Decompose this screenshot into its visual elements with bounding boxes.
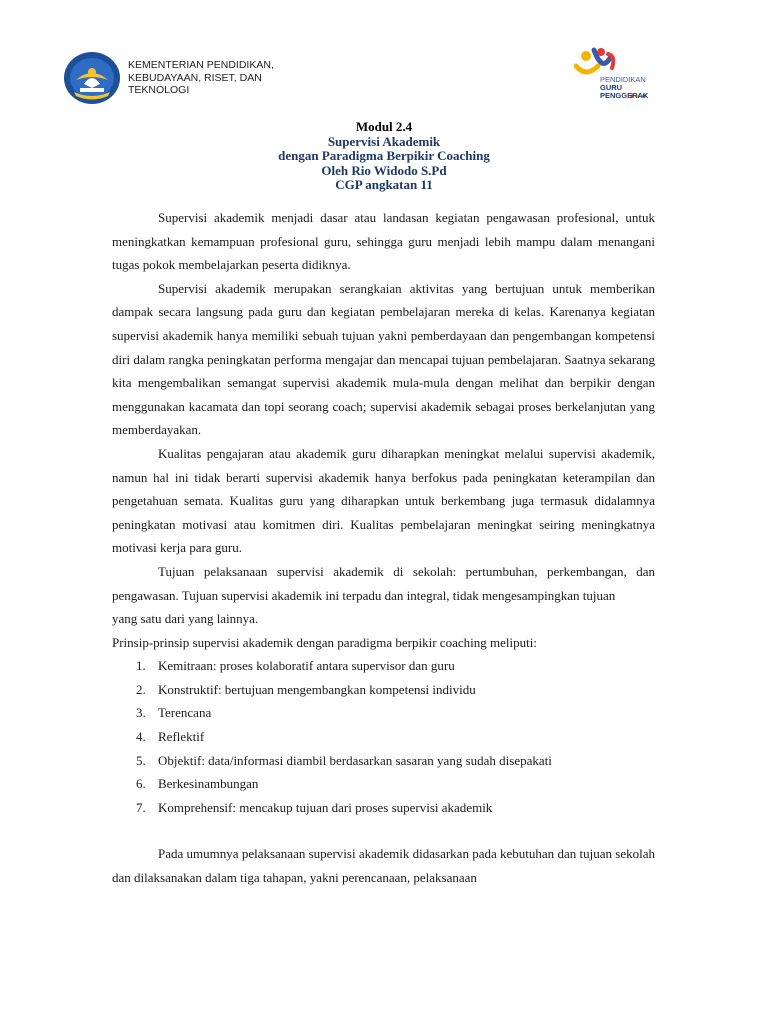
list-item [112, 796, 655, 820]
list-text: Berkesinambungan [158, 776, 259, 792]
paragraph: Supervisi akademik merupakan serangkaian aktivitas yang bertujuan untuk memberikan dampak secara langsung pada guru dan kegiatan pembelajaran mereka di kelas. Karenanya kegiatan supervisi akademik hanya memiliki sebuah tujuan yakni pemberdayaan dan pengembangan kompetensi diri dalam rangka peningkatan performa mengajar dan mencapai tujuan pembelajaran. Saatnya sekarang kita mengembalikan semangat supervisi akademik mula-mula dengan melihat dan berpikir dengan menggunakan kacamata dan topi seorang coach; supervisi akademik sebagai proses berkelanjutan yang memberdayakan. [112, 280, 655, 438]
list-item [112, 678, 655, 702]
list-number: 6. [136, 776, 146, 792]
list-text: Objektif: data/informasi diambil berdasarkan sasaran yang sudah disepakati [158, 752, 552, 768]
list-item [112, 654, 655, 678]
logo-text-line: GURU [600, 83, 623, 92]
ministry-header [62, 50, 278, 106]
list-text: Konstruktif: bertujuan mengembangkan kompetensi individu [158, 681, 476, 697]
list-text: Reflektif [158, 729, 205, 745]
list-item [112, 725, 655, 749]
list-text: Kemitraan: proses kolaboratif antara supervisor dan guru [158, 658, 455, 674]
paragraph: Pada umumnya pelaksanaan supervisi akademik didasarkan pada kebutuhan dan tujuan sekolah dan dilaksanakan dalam tiga tahapan, yakni perencanaan, pelaksanaan [112, 846, 655, 886]
ministry-line: TEKNOLOGI [128, 84, 190, 97]
list-number: 3. [136, 705, 146, 721]
list-number: 4. [136, 729, 146, 745]
paragraph: Tujuan pelaksanaan supervisi akademik di sekolah: pertumbuhan, perkembangan, dan pengawasan. Tujuan supervisi akademik ini terpadu dan integral, tidak mengesampingkan tujuan [112, 563, 655, 603]
ministry-name [128, 59, 278, 97]
paragraph-continuation: yang satu dari yang lainnya. [112, 611, 259, 627]
author: Oleh Rio Widodo S.Pd [321, 162, 447, 178]
list-text: Komprehensif: mencakup tujuan dari proses supervisi akademik [158, 799, 493, 815]
list-number: 5. [136, 752, 146, 768]
logo-text-line: PENGGERAK [600, 91, 649, 100]
module-topic: Supervisi Akademik [327, 133, 441, 149]
spacer [112, 819, 655, 842]
ministry-line: KEBUDAYAAN, RISET, DAN [128, 71, 262, 84]
list-item [112, 772, 655, 796]
module-subtitle: dengan Paradigma Berpikir Coaching [278, 148, 490, 163]
principles-intro: Prinsip-prinsip supervisi akademik dengan paradigma berpikir coaching meliputi: [112, 634, 537, 650]
list-item [112, 749, 655, 773]
paragraph: Kualitas pengajaran atau akademik guru diharapkan meningkat melalui supervisi akademik, namun hal ini tidak berarti supervisi akademik hanya berfokus pada peningkatan keterampilan dan pengetahuan semata. Kualitas guru yang diharapkan untuk berkembang juga termasuk didalamnya peningkatan motivasi atau komitmen diri. Kualitas pembelajaran meningkat seiring meningkatnya motivasi kerja para guru. [112, 445, 655, 556]
cohort: CGP angkatan 11 [335, 177, 433, 192]
list-number: 7. [136, 799, 146, 815]
paragraph: Supervisi akademik menjadi dasar atau landasan kegiatan pengawasan profesional, untuk meningkatkan kemampuan profesional guru, sehingga guru menjadi lebih mampu dalam menangani tugas pokok membelajarkan peserta didiknya. [112, 210, 655, 273]
list-item [112, 701, 655, 725]
module-number: Modul 2.4 [355, 119, 413, 134]
tut-wuri-handayani-logo [62, 50, 122, 106]
document-title [0, 120, 768, 193]
list-number: 2. [136, 681, 146, 697]
ministry-line: KEMENTERIAN PENDIDIKAN, [128, 59, 274, 72]
logo-text-line: PENDIDIKAN [600, 75, 646, 84]
guru-penggerak-logo [574, 44, 684, 102]
list-text: Terencana [158, 705, 212, 721]
document-body [112, 206, 655, 890]
principles-list [112, 654, 655, 819]
list-number: 1. [136, 658, 146, 674]
